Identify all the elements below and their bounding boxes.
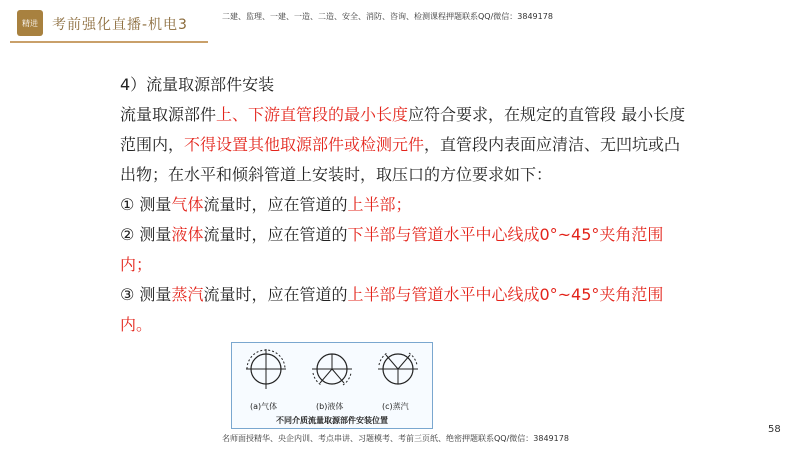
text-run: 流量时，应在管道的 [203, 285, 348, 304]
header-divider [10, 41, 208, 43]
text-run: 流量取源部件 [120, 105, 217, 124]
caption-steam: (c)蒸汽 [382, 402, 409, 411]
text-run: ③ 测量 [120, 285, 172, 304]
page-number: 58 [768, 424, 781, 435]
installation-diagram [231, 342, 433, 429]
pipe-liquid [312, 354, 352, 385]
text-run: 气体 [171, 195, 204, 214]
paragraph-main [96, 100, 686, 190]
text-run: 下半部与管道水平中心线成0°~45°夹角范围内； [120, 225, 664, 274]
caption-gas: (a)气体 [250, 402, 278, 411]
text-run: ① 测量 [120, 195, 172, 214]
slide-content [96, 70, 686, 340]
section-heading: 4）流量取源部件安装 [120, 75, 275, 94]
text-run: 应符合要求，在规定的直管段 最小长度范围内， [120, 105, 686, 154]
item-liquid [96, 220, 686, 280]
caption-liquid: (b)液体 [316, 402, 344, 411]
bottom-contact-note: 名师面授精华、央企内训、考点串讲、习题模考、考前三页纸、绝密押题联系QQ/微信：3849178 [222, 434, 569, 443]
text-run: ② 测量 [120, 225, 172, 244]
text-run: 上半部； [347, 195, 412, 214]
course-title: 考前强化直播-机电3 [52, 17, 188, 33]
text-run: 上半部与管道水平中心线成0°~45°夹角范围内。 [120, 285, 664, 334]
text-run: ，直管段内表面应清洁、无凹坑或凸出物；在水平和倾斜管道上安装时，取压口的方位要求如下： [120, 135, 681, 184]
text-run: 液体 [171, 225, 204, 244]
text-run: 蒸汽 [171, 285, 204, 304]
text-run: 流量时，应在管道的 [203, 195, 348, 214]
pipe-gas [246, 349, 286, 389]
slide-header [0, 0, 800, 40]
item-steam [96, 280, 686, 340]
text-run: 上、下游直管段的最小长度 [216, 105, 409, 124]
text-run: 不得设置其他取源部件或检测元件 [184, 135, 425, 154]
diagram-title: 不同介质流量取源部件安装位置 [276, 416, 388, 425]
pipe-steam [378, 353, 418, 384]
brand-logo: 精进 [17, 10, 43, 36]
top-contact-note: 二建、监理、一建、一造、二造、安全、消防、咨询、检测课程押题联系QQ/微信：3849178 [222, 12, 553, 21]
item-gas [96, 190, 686, 220]
text-run: 流量时，应在管道的 [203, 225, 348, 244]
